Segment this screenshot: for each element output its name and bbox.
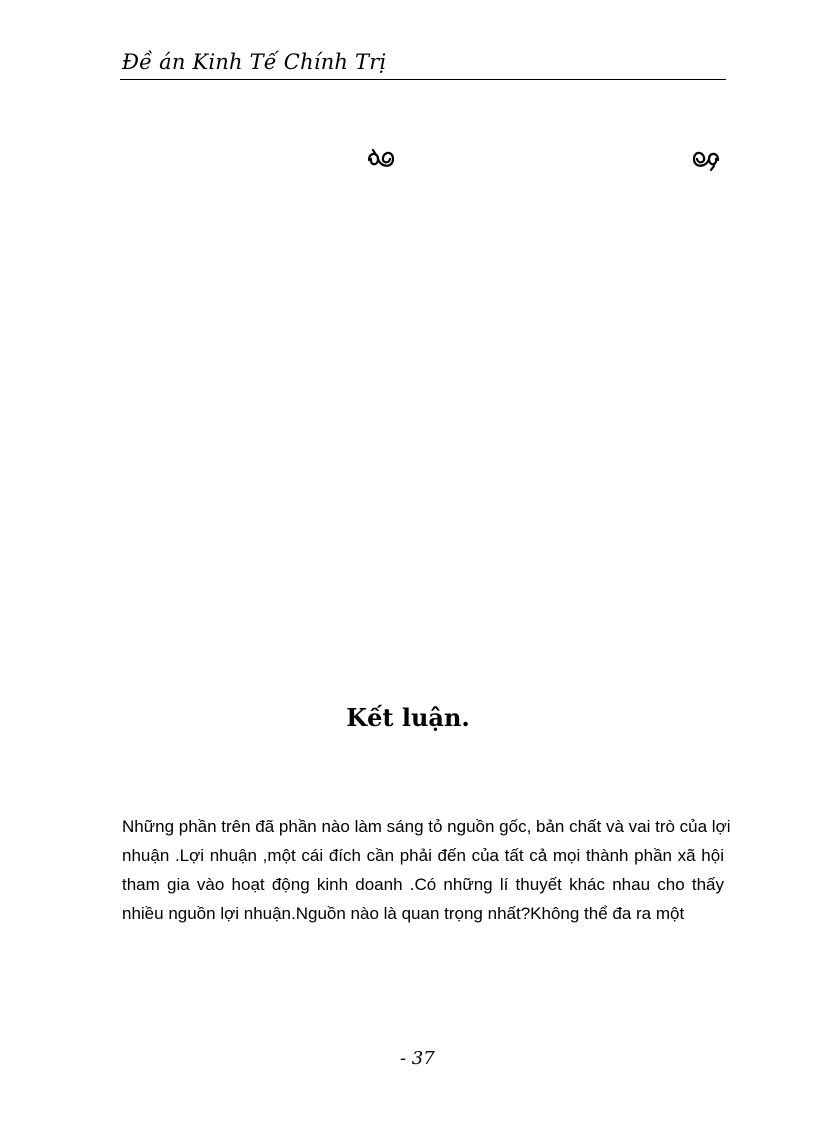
scroll-right-icon <box>690 146 722 177</box>
paragraph-line: nhiều nguồn lợi nhuận.Nguồn nào là quan trọng nhất?Không thể đa ra một <box>122 904 685 923</box>
scroll-left-icon <box>365 146 397 177</box>
paragraph-line: tham gia vào hoạt động kinh doanh .Có những lí thuyết khác nhau cho thấy <box>122 875 724 894</box>
scroll-left-icon-svg <box>365 146 397 172</box>
body-paragraph <box>122 812 731 928</box>
paragraph-line: nhuận .Lợi nhuận ,một cái đích cần phải đến của tất cả mọi thành phần xã hội <box>122 846 724 865</box>
paragraph-line: Những phần trên đã phần nào làm sáng tỏ nguồn gốc, bản chất và vai trò của lợi <box>122 817 731 836</box>
running-header-title: Đề án Kinh Tế Chính Trị <box>122 50 387 74</box>
scroll-right-icon-svg <box>690 146 722 172</box>
header-divider <box>120 79 726 80</box>
section-heading: Kết luận. <box>346 703 470 732</box>
page-number: - 37 <box>400 1048 435 1069</box>
